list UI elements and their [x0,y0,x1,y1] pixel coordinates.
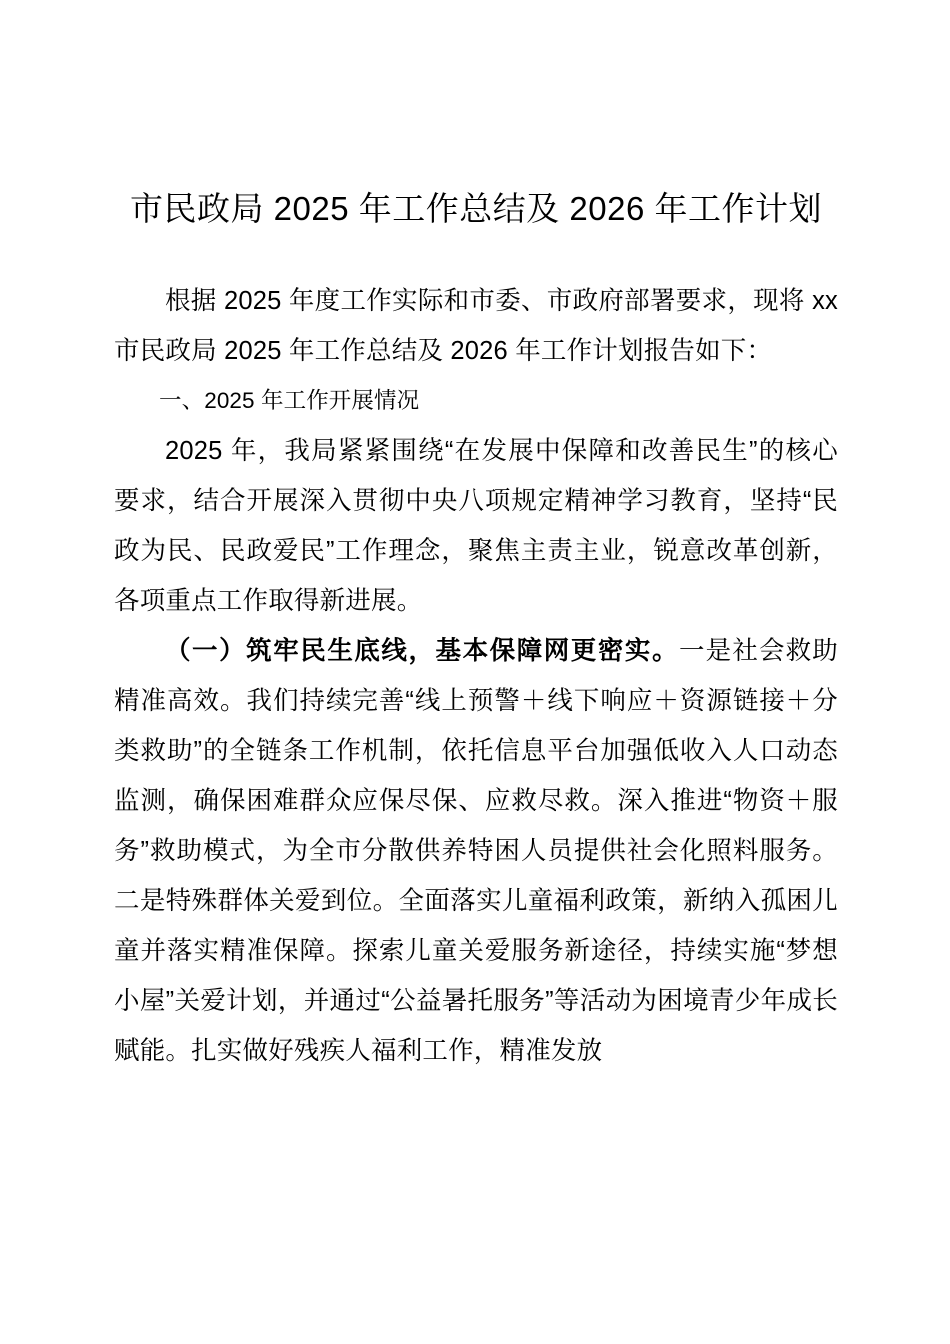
paragraph-section-1-intro: 2025 年，我局紧紧围绕“在发展中保障和改善民生”的核心要求，结合开展深入贯彻中央八项规定精神学习教育，坚持“民政为民、民政爱民”工作理念，聚焦主责主业，锐意改革创新，各项重点工作取得新进展。 [114,437,838,615]
document-text-column [114,0,838,1076]
subsection-1-bold-lead: （一）筑牢民生底线，基本保障网更密实。 [165,637,680,665]
subsection-1-body: 一是社会救助精准高效。我们持续完善“线上预警＋线下响应＋资源链接＋分类救助”的全链条工作机制，依托信息平台加强低收入人口动态监测，确保困难群众应保尽保、应救尽救。深入推进“物资＋服务”救助模式，为全市分散供养特困人员提供社会化照料服务。二是特殊群体关爱到位。全面落实儿童福利政策，新纳入孤困儿童并落实精准保障。探索儿童关爱服务新途径，持续实施“梦想小屋”关爱计划，并通过“公益暑托服务”等活动为困境青少年成长赋能。扎实做好残疾人福利工作，精准发放 [114,637,839,1065]
section-heading-1: 一、2025 年工作开展情况 [159,388,420,413]
paragraph-intro: 根据 2025 年度工作实际和市委、市政府部署要求，现将 xx 市民政局 2025 年工作总结及 2026 年工作计划报告如下： [114,287,838,365]
document-title: 市民政局 2025 年工作总结及 2026 年工作计划 [130,190,822,227]
paragraph-subsection-1 [114,626,838,1076]
